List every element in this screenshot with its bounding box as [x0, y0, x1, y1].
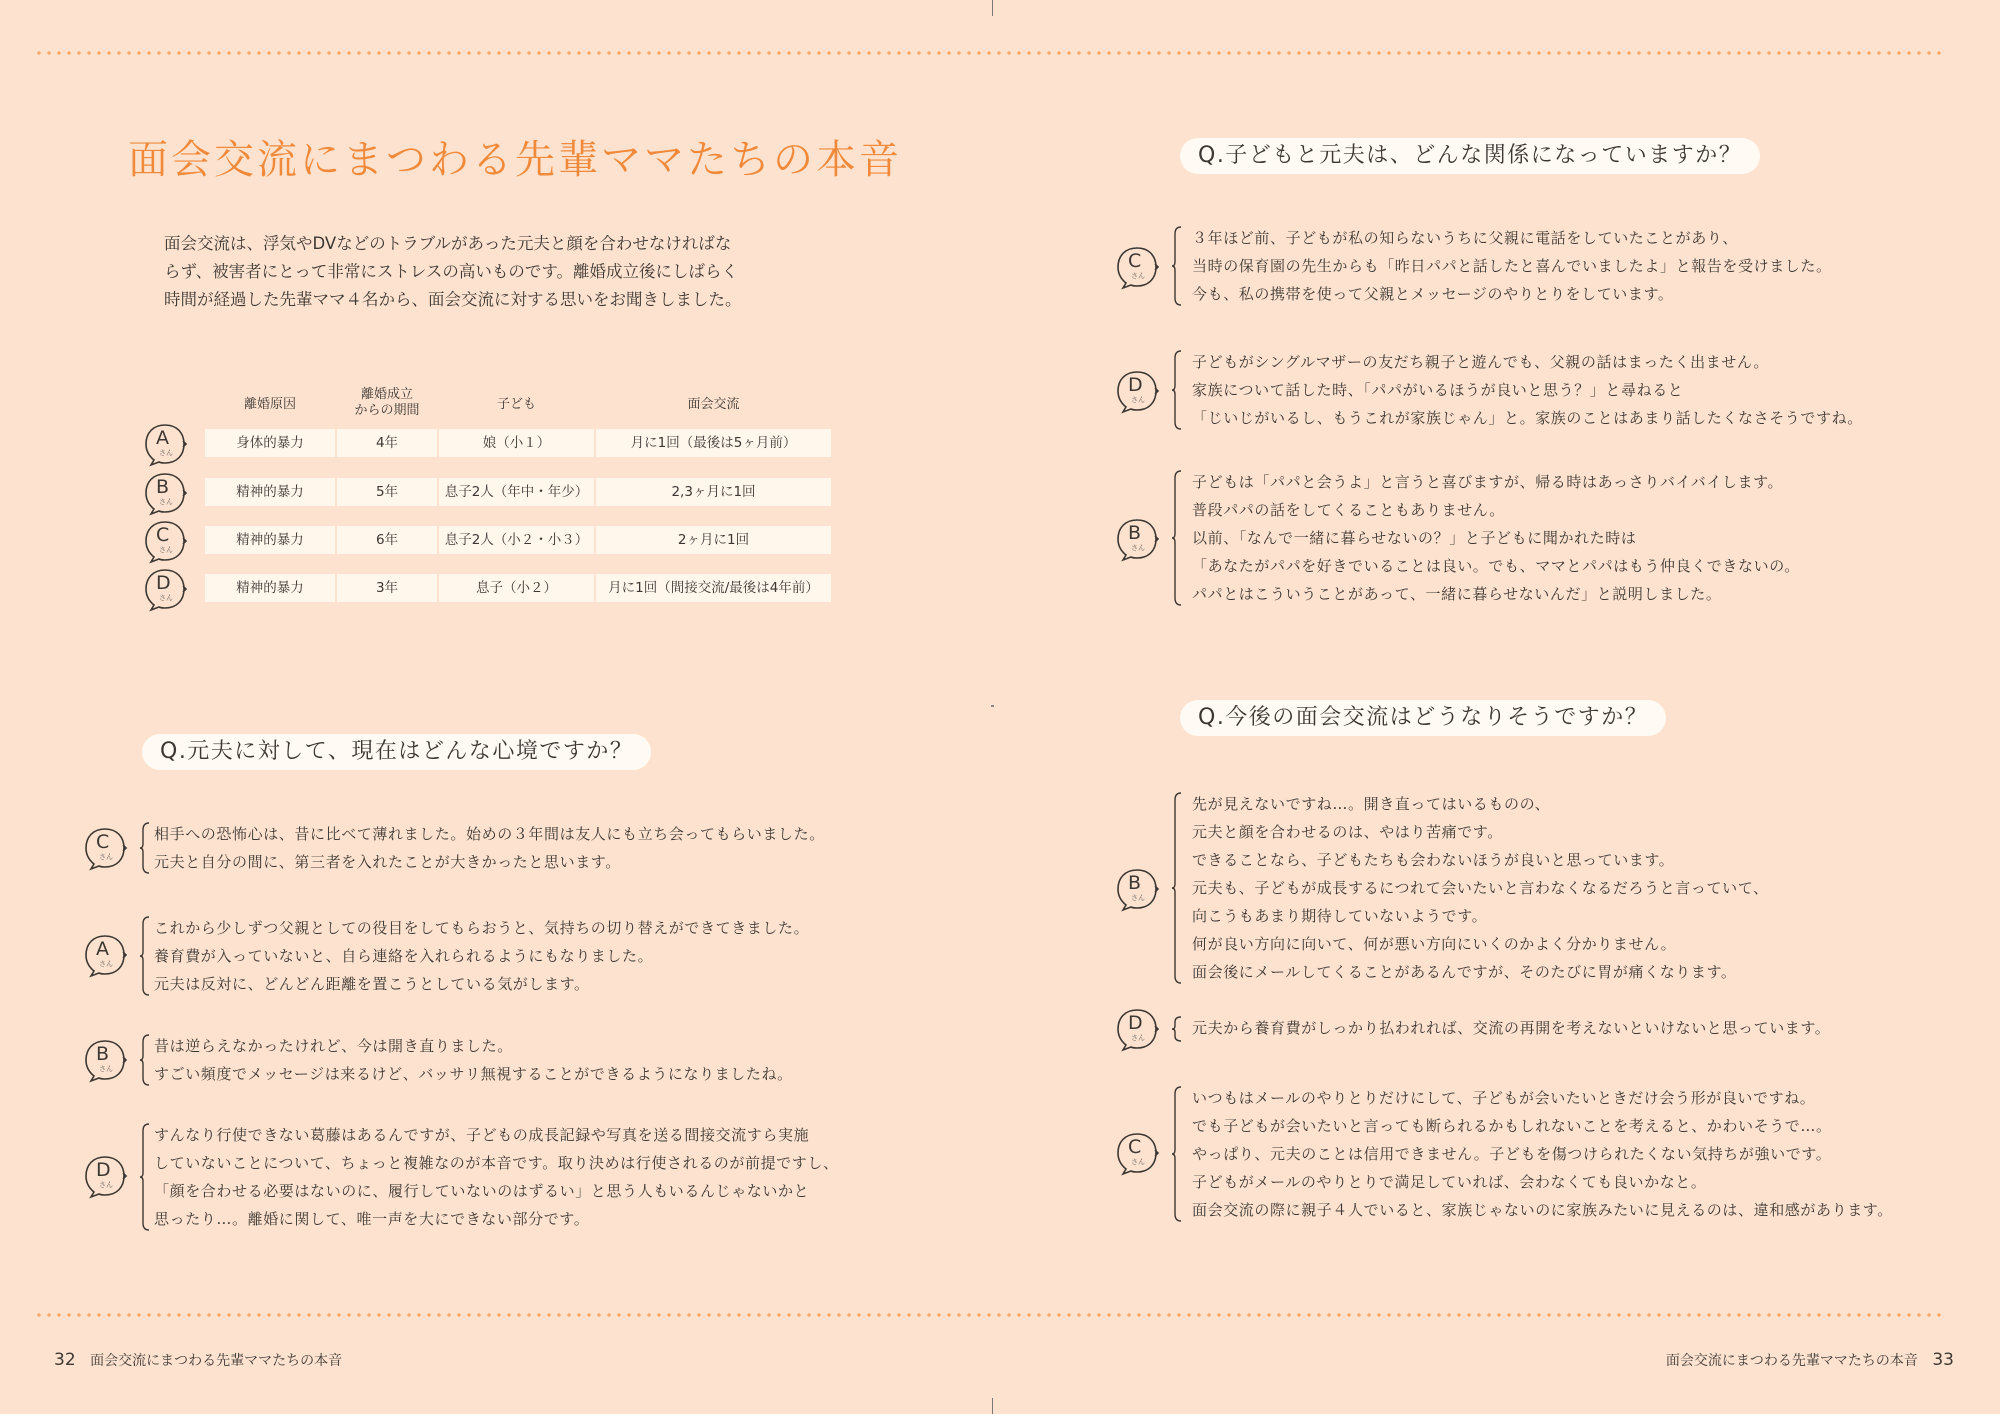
- header-visitation: 面会交流: [687, 397, 740, 412]
- avatar-letter: B: [156, 476, 170, 498]
- cell-children: 息子2人（小２・小３）: [439, 526, 594, 554]
- answer-line: 子どもは「パパと会うよ」と言うと喜びますが、帰る時はあっさりバイバイします。: [1192, 473, 1784, 491]
- footer-title: 面会交流にまつわる先輩ママたちの本音: [90, 1353, 343, 1369]
- page-title: 面会交流にまつわる先輩ママたちの本音: [128, 137, 902, 183]
- answer-line: 思ったり…。離婚に関して、唯一声を大にできない部分です。: [154, 1210, 590, 1228]
- table-row: [140, 566, 840, 610]
- avatar: [1114, 368, 1160, 414]
- footer-right: [1666, 1350, 1964, 1370]
- avatar: [82, 1153, 128, 1199]
- avatar-letter: C: [1128, 250, 1142, 272]
- avatar-suffix: さん: [1131, 396, 1145, 404]
- answer-line: 「あなたがパパを好きでいることは良い。でも、ママとパパはもう仲良くできないの。: [1192, 557, 1800, 575]
- answer-line: いつもはメールのやりとりだけにして、子どもが会いたいときだけ会う形が良いですね。: [1192, 1089, 1816, 1107]
- answer-line: 元夫と顔を合わせるのは、やはり苦痛です。: [1192, 823, 1503, 841]
- answer-line: 元夫は反対に、どんどん距離を置こうとしている気がします。: [154, 975, 590, 993]
- avatar-letter: D: [96, 1159, 111, 1181]
- answer-line: ３年ほど前、子どもが私の知らないうちに父親に電話をしていたことがあり、: [1192, 229, 1739, 247]
- intro-line: 時間が経過した先輩ママ４名から、面会交流に対する思いをお聞きしました。: [164, 290, 742, 309]
- brace: [1172, 1086, 1182, 1222]
- intro-line: らず、被害者にとって非常にストレスの高いものです。離婚成立後にしばらく: [164, 262, 739, 281]
- answer-line: 向こうもあまり期待していないようです。: [1192, 907, 1488, 925]
- header-children: 子ども: [496, 397, 536, 412]
- brace: [1172, 1016, 1182, 1042]
- question-heading: Q.子どもと元夫は、どんな関係になっていますか？: [1180, 138, 1760, 174]
- answer-line: 家族について話した時、「パパがいるほうが良いと思う？」と尋ねると: [1192, 381, 1684, 399]
- page-number: 32: [54, 1350, 76, 1370]
- avatar-letter: C: [96, 831, 110, 853]
- avatar-suffix: さん: [99, 1065, 113, 1073]
- brace: [1172, 792, 1182, 984]
- page-gutter-top: [992, 0, 993, 16]
- avatar-letter: D: [156, 572, 171, 594]
- cell-visitation: 月に1回（最後は5ヶ月前）: [596, 429, 831, 457]
- avatar-suffix: さん: [159, 546, 173, 554]
- avatar: [142, 421, 188, 467]
- avatar-letter: B: [96, 1043, 110, 1065]
- brace: [1172, 470, 1182, 606]
- answer-line: でも子どもが会いたいと言っても断られるかもしれないことを考えると、かわいそうで…。: [1192, 1117, 1832, 1135]
- answer-line: できることなら、子どもたちも会わないほうが良いと思っています。: [1192, 851, 1675, 869]
- avatar: [1114, 866, 1160, 912]
- cell-children: 息子（小２）: [439, 574, 594, 602]
- avatar: [1114, 244, 1160, 290]
- brace: [1172, 350, 1182, 430]
- header-period-line: 離婚成立: [360, 387, 413, 402]
- page-number: 33: [1932, 1350, 1954, 1370]
- avatar-letter: C: [156, 524, 170, 546]
- answer-line: すんなり行使できない葛藤はあるんですが、子どもの成長記録や写真を送る間接交流すら実施: [154, 1126, 810, 1144]
- cell-cause: 身体的暴力: [205, 429, 335, 457]
- answer-line: 普段パパの話をしてくることもありません。: [1192, 501, 1505, 519]
- answer-line: すごい頻度でメッセージは来るけど、バッサリ無視することができるようになりましたね。: [154, 1065, 793, 1083]
- brace: [1172, 226, 1182, 306]
- avatar: [82, 932, 128, 978]
- intro-text: [164, 230, 824, 314]
- answer-line: 面会後にメールしてくることがあるんですが、そのたびに胃が痛くなります。: [1192, 963, 1737, 981]
- header-period: [337, 387, 437, 419]
- answer-line: 養育費が入っていないと、自ら連絡を入れられるようにもなりました。: [154, 947, 654, 965]
- table-row: [140, 421, 840, 465]
- cell-period: 6年: [337, 526, 437, 554]
- avatar-suffix: さん: [1131, 544, 1145, 552]
- bottom-dotted-rule: [34, 1313, 1944, 1317]
- avatar-letter: D: [1128, 1012, 1143, 1034]
- avatar-suffix: さん: [1131, 1158, 1145, 1166]
- avatar-letter: B: [1128, 872, 1142, 894]
- answer-line: 当時の保育園の先生からも「昨日パパと話したと喜んでいましたよ」と報告を受けました。: [1192, 257, 1832, 275]
- page-gutter-tick: [991, 705, 994, 707]
- avatar: [82, 825, 128, 871]
- answer-line: 先が見えないですね…。開き直ってはいるものの、: [1192, 795, 1551, 813]
- answer-line: 元夫から養育費がしっかり払われれば、交流の再開を考えないといけないと思っています。: [1192, 1019, 1831, 1037]
- intro-line: 面会交流は、浮気やDVなどのトラブルがあった元夫と顔を合わせなければな: [164, 234, 732, 253]
- cell-period: 5年: [337, 478, 437, 506]
- cell-cause: 精神的暴力: [205, 574, 335, 602]
- cell-visitation: 2ヶ月に1回: [596, 526, 831, 554]
- avatar-letter: A: [156, 427, 169, 449]
- page-gutter-bottom: [992, 1398, 993, 1414]
- answer-line: 元夫も、子どもが成長するにつれて会いたいと言わなくなるだろうと言っていて、: [1192, 879, 1769, 897]
- answer-line: これから少しずつ父親としての役目をしてもらおうと、気持ちの切り替えができてきました。: [154, 919, 810, 937]
- answer-line: 「じいじがいるし、もうこれが家族じゃん」と。家族のことはあまり話したくなさそうですね。: [1192, 409, 1863, 427]
- avatar-suffix: さん: [1131, 894, 1145, 902]
- avatar-suffix: さん: [159, 449, 173, 457]
- question-heading: Q.元夫に対して、現在はどんな心境ですか？: [142, 734, 651, 770]
- avatar: [1114, 516, 1160, 562]
- footer-left: [44, 1350, 342, 1370]
- brace: [140, 822, 150, 874]
- cell-period: 3年: [337, 574, 437, 602]
- avatar: [142, 470, 188, 516]
- brace: [140, 1034, 150, 1086]
- answer-line: 子どもがメールのやりとりで満足していれば、会わなくても良いかなと。: [1192, 1173, 1707, 1191]
- avatar: [1114, 1006, 1160, 1052]
- answer-line: やっぱり、元夫のことは信用できません。子どもを傷つけられたくない気持ちが強いです。: [1192, 1145, 1832, 1163]
- footer-title: 面会交流にまつわる先輩ママたちの本音: [1665, 1353, 1918, 1369]
- avatar-letter: A: [96, 938, 109, 960]
- avatar: [142, 566, 188, 612]
- answer-line: していないことについて、ちょっと複雑なのが本音です。取り決めは行使されるのが前提ですし、: [154, 1154, 839, 1172]
- table-row: [140, 470, 840, 514]
- brace: [140, 1123, 150, 1231]
- brace: [140, 916, 150, 996]
- header-period-line: からの期間: [354, 403, 420, 418]
- avatar-suffix: さん: [99, 1181, 113, 1189]
- answer-line: 面会交流の際に親子４人でいると、家族じゃないのに家族みたいに見えるのは、違和感があります。: [1192, 1201, 1893, 1219]
- cell-cause: 精神的暴力: [205, 478, 335, 506]
- answer-line: 元夫と自分の間に、第三者を入れたことが大きかったと思います。: [154, 853, 621, 871]
- cell-period: 4年: [337, 429, 437, 457]
- answer-line: パパとはこういうことがあって、一緒に暮らせないんだ」と説明しました。: [1192, 585, 1722, 603]
- avatar-suffix: さん: [99, 853, 113, 861]
- answer-line: 何が良い方向に向いて、何が悪い方向にいくのかよく分かりません。: [1192, 935, 1677, 953]
- answer-line: 子どもがシングルマザーの友だち親子と遊んでも、父親の話はまったく出ません。: [1192, 353, 1769, 371]
- avatar: [1114, 1130, 1160, 1176]
- cell-cause: 精神的暴力: [205, 526, 335, 554]
- answer-line: 相手への恐怖心は、昔に比べて薄れました。始めの３年間は友人にも立ち会ってもらいました。: [154, 825, 825, 843]
- question-heading: Q.今後の面会交流はどうなりそうですか？: [1180, 700, 1666, 736]
- avatar-letter: B: [1128, 522, 1142, 544]
- avatar: [142, 518, 188, 564]
- avatar-letter: D: [1128, 374, 1143, 396]
- avatar-suffix: さん: [159, 498, 173, 506]
- avatar-suffix: さん: [1131, 272, 1145, 280]
- answer-line: 昔は逆らえなかったけれど、今は開き直りました。: [154, 1037, 513, 1055]
- cell-visitation: 2,3ヶ月に1回: [596, 478, 831, 506]
- avatar-suffix: さん: [99, 960, 113, 968]
- cell-children: 娘（小１）: [439, 429, 594, 457]
- answer-line: 以前、「なんで一緒に暮らせないの？」と子どもに聞かれた時は: [1192, 529, 1637, 547]
- avatar-suffix: さん: [159, 594, 173, 602]
- cell-visitation: 月に1回（間接交流/最後は4年前）: [596, 574, 831, 602]
- avatar: [82, 1037, 128, 1083]
- answer-line: 「顔を合わせる必要はないのに、履行していないのはずるい」と思う人もいるんじゃないかと: [154, 1182, 810, 1200]
- table-row: [140, 518, 840, 562]
- top-dotted-rule: [34, 51, 1944, 55]
- avatar-suffix: さん: [1131, 1034, 1145, 1042]
- header-cause: 離婚原因: [243, 397, 296, 412]
- cell-children: 息子2人（年中・年少）: [439, 478, 594, 506]
- answer-line: 今も、私の携帯を使って父親とメッセージのやりとりをしています。: [1192, 285, 1674, 303]
- avatar-letter: C: [1128, 1136, 1142, 1158]
